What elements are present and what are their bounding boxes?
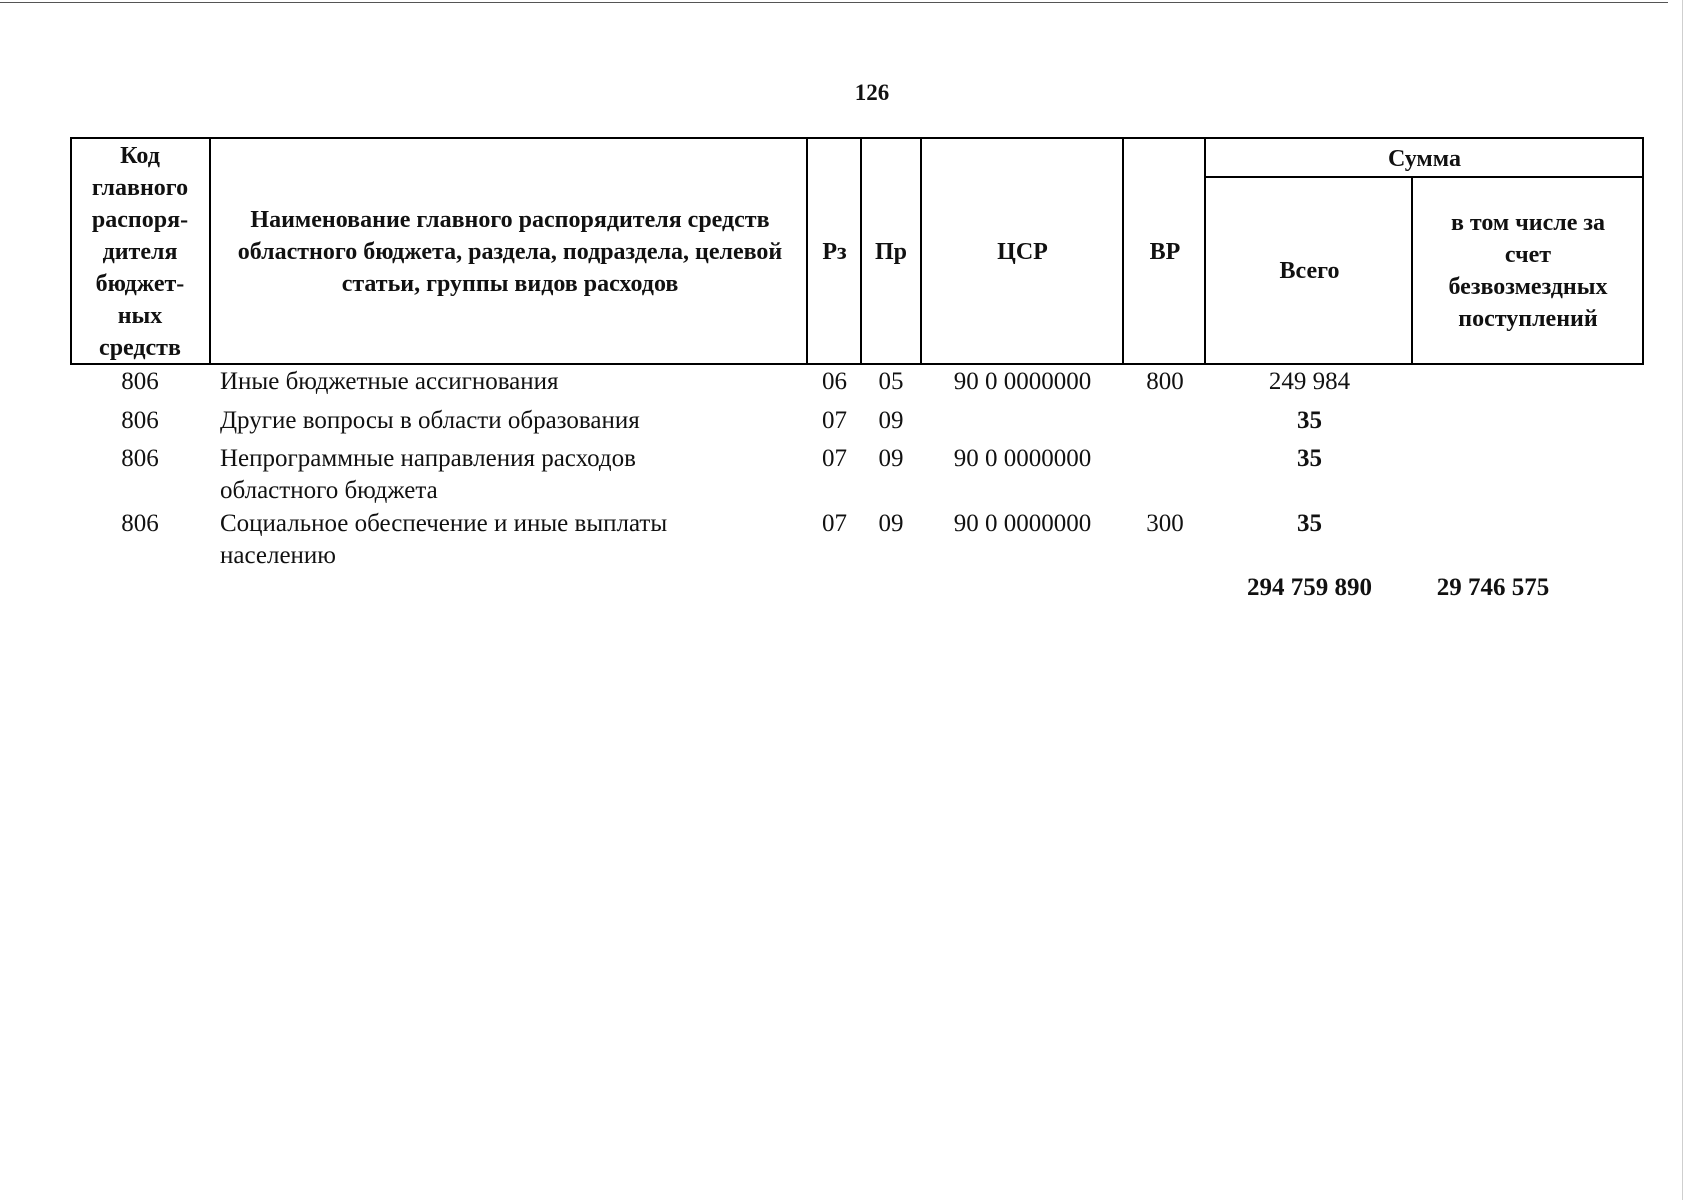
row-total: 35 [1297, 407, 1322, 434]
header-code: Код главного распоря-дителя бюджет-ных средств [91, 143, 189, 361]
row-total: 249 984 [1268, 368, 1351, 395]
header-top-border [70, 137, 1644, 139]
page-top-edge [0, 2, 1668, 3]
row-csr: 90 0 0000000 [953, 510, 1092, 537]
row-name: Непрограммные направления расходов областного бюджета [220, 445, 636, 504]
col-border-rz [806, 137, 808, 365]
col-border-incl [1411, 176, 1413, 365]
row-csr: 90 0 0000000 [953, 368, 1092, 395]
row-total: 35 [1297, 445, 1322, 472]
row-code: 806 [121, 445, 159, 472]
row-name: Другие вопросы в области образования [220, 407, 640, 434]
row-pr: 09 [878, 445, 904, 472]
row-rz: 07 [822, 445, 847, 472]
header-total: Всего [1279, 258, 1340, 284]
col-border-pr [860, 137, 862, 365]
row-code: 806 [121, 510, 159, 537]
row-vr: 300 [1146, 510, 1184, 537]
grand-total: 294 759 890 [1247, 574, 1372, 601]
row-vr: 800 [1146, 368, 1184, 395]
header-incl: в том числе за счет безвозмездных поступлений [1448, 210, 1608, 332]
row-name: Иные бюджетные ассигнования [220, 368, 559, 395]
row-rz: 06 [822, 368, 847, 395]
row-pr: 09 [878, 407, 904, 434]
col-border-csr [920, 137, 922, 365]
row-code: 806 [121, 368, 159, 395]
col-border-vr [1122, 137, 1124, 365]
col-border-name [209, 137, 211, 365]
row-total: 35 [1297, 510, 1322, 537]
row-pr: 05 [878, 368, 904, 395]
row-rz: 07 [822, 510, 847, 537]
col-border-sum [1204, 137, 1206, 365]
header-csr: ЦСР [997, 239, 1048, 265]
header-sum: Сумма [1388, 146, 1461, 172]
sum-divider [1205, 176, 1644, 178]
header-name: Наименование главного распорядителя средств областного бюджета, раздела, подраздела, целевой статьи, группы видов расходов [237, 207, 783, 297]
header-vr: ВР [1149, 239, 1181, 265]
row-rz: 07 [822, 407, 847, 434]
page-right-edge [1682, 0, 1683, 1200]
header-pr: Пр [874, 239, 907, 265]
header-bottom-border [70, 363, 1644, 365]
row-name: Социальное обеспечение и иные выплаты населению [220, 510, 668, 569]
header-rz: Рз [822, 239, 847, 265]
col-border-left [70, 137, 72, 365]
row-pr: 09 [878, 510, 904, 537]
row-code: 806 [121, 407, 159, 434]
col-border-right [1642, 137, 1644, 365]
row-csr: 90 0 0000000 [953, 445, 1092, 472]
page-number: 126 [854, 80, 890, 105]
grand-total-incl: 29 746 575 [1436, 574, 1550, 601]
